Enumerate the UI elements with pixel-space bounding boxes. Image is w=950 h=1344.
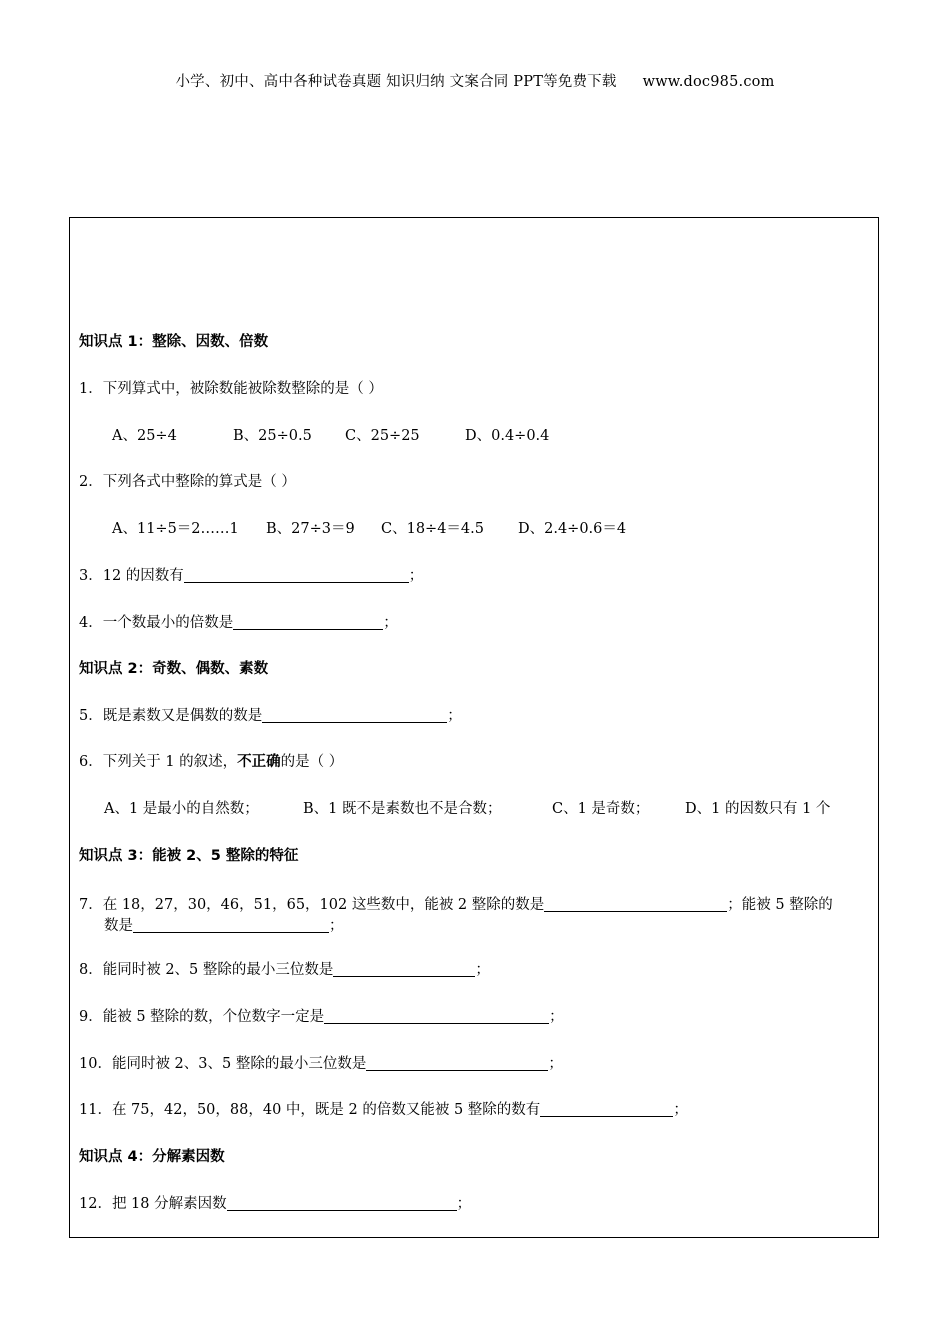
section-title-2: 知识点 2：奇数、偶数、素数 xyxy=(79,661,269,677)
q10-text: 10．能同时被 2、3、5 整除的最小三位数是 xyxy=(79,1056,367,1072)
header-text: 小学、初中、高中各种试卷真题 知识归纳 文案合同 PPT等免费下载 xyxy=(175,74,617,90)
section-title-3: 知识点 3：能被 2、5 整除的特征 xyxy=(79,848,299,864)
q6-post: 的是（ ） xyxy=(280,754,344,770)
q12-text: 12．把 18 分解素因数 xyxy=(79,1196,227,1212)
q9-answer-blank[interactable] xyxy=(324,1007,549,1024)
q11-end: ； xyxy=(673,1102,688,1118)
q12-end: ； xyxy=(456,1196,472,1212)
question-7 xyxy=(79,894,833,916)
q6-option-d: D、1 的因数只有 1 个 xyxy=(685,801,831,817)
q6-option-a: A、1 是最小的自然数； xyxy=(104,801,259,817)
q2-option-a: A、11÷5＝2……1 xyxy=(112,521,239,537)
q7-mid: ；能被 5 整除的 xyxy=(727,897,833,913)
q6-pre: 6．下列关于 1 的叙述， xyxy=(79,754,238,770)
q10-answer-blank[interactable] xyxy=(366,1054,548,1071)
section-title-4: 知识点 4：分解素因数 xyxy=(79,1149,225,1165)
section-title-1: 知识点 1：整除、因数、倍数 xyxy=(79,334,269,350)
q7-end: ； xyxy=(329,918,344,934)
q7-text2: 数是 xyxy=(104,918,133,934)
q6-bold: 不正确 xyxy=(237,754,281,770)
q7-answer-blank-1[interactable] xyxy=(544,895,727,912)
q2-option-c: C、18÷4＝4.5 xyxy=(381,521,484,537)
page-header xyxy=(0,70,950,91)
question-8 xyxy=(79,959,490,981)
q1-option-b: B、25÷0.5 xyxy=(233,428,312,444)
q12-answer-blank[interactable] xyxy=(227,1194,457,1211)
question-3 xyxy=(79,565,423,587)
q7-text: 7．在 18，27，30，46，51，65，102 这些数中，能被 2 整除的数是 xyxy=(79,897,545,913)
content-frame xyxy=(69,217,879,1238)
q5-answer-blank[interactable] xyxy=(262,706,447,723)
q3-text: 3．12 的因数有 xyxy=(79,568,184,584)
question-6 xyxy=(79,751,343,773)
question-12 xyxy=(79,1193,471,1215)
question-10 xyxy=(79,1053,563,1075)
q1-option-d: D、0.4÷0.4 xyxy=(465,428,550,444)
q9-text: 9．能被 5 整除的数，个位数字一定是 xyxy=(79,1009,325,1025)
q11-text: 11．在 75，42，50，88，40 中，既是 2 的倍数又能被 5 整除的数有 xyxy=(79,1102,541,1118)
q4-answer-blank[interactable] xyxy=(233,613,383,630)
q1-option-c: C、25÷25 xyxy=(345,428,420,444)
q1-option-a: A、25÷4 xyxy=(112,428,177,444)
q8-text: 8．能同时被 2、5 整除的最小三位数是 xyxy=(79,962,334,978)
question-2: 2．下列各式中整除的算式是（ ） xyxy=(79,474,296,490)
q3-end: ； xyxy=(408,568,424,584)
q4-text: 4．一个数最小的倍数是 xyxy=(79,615,234,631)
q5-end: ； xyxy=(447,708,462,724)
q6-option-c: C、1 是奇数； xyxy=(552,801,650,817)
q4-end: ； xyxy=(383,615,398,631)
q7-answer-blank-2[interactable] xyxy=(133,916,329,933)
q2-option-b: B、27÷3＝9 xyxy=(266,521,355,537)
q10-end: ； xyxy=(548,1056,563,1072)
question-4 xyxy=(79,612,398,634)
header-site: www.doc985.com xyxy=(642,74,775,90)
q6-option-b: B、1 既不是素数也不是合数； xyxy=(303,801,502,817)
q9-end: ； xyxy=(549,1009,564,1025)
q3-answer-blank[interactable] xyxy=(184,566,409,583)
question-1: 1．下列算式中，被除数能被除数整除的是（ ） xyxy=(79,381,383,397)
question-5 xyxy=(79,705,462,727)
question-11 xyxy=(79,1099,688,1121)
q5-text: 5．既是素数又是偶数的数是 xyxy=(79,708,263,724)
question-9 xyxy=(79,1006,564,1028)
q11-answer-blank[interactable] xyxy=(540,1100,673,1117)
q8-end: ； xyxy=(475,962,490,978)
question-7-cont xyxy=(104,915,344,937)
q2-option-d: D、2.4÷0.6＝4 xyxy=(518,521,627,537)
q8-answer-blank[interactable] xyxy=(333,960,475,977)
